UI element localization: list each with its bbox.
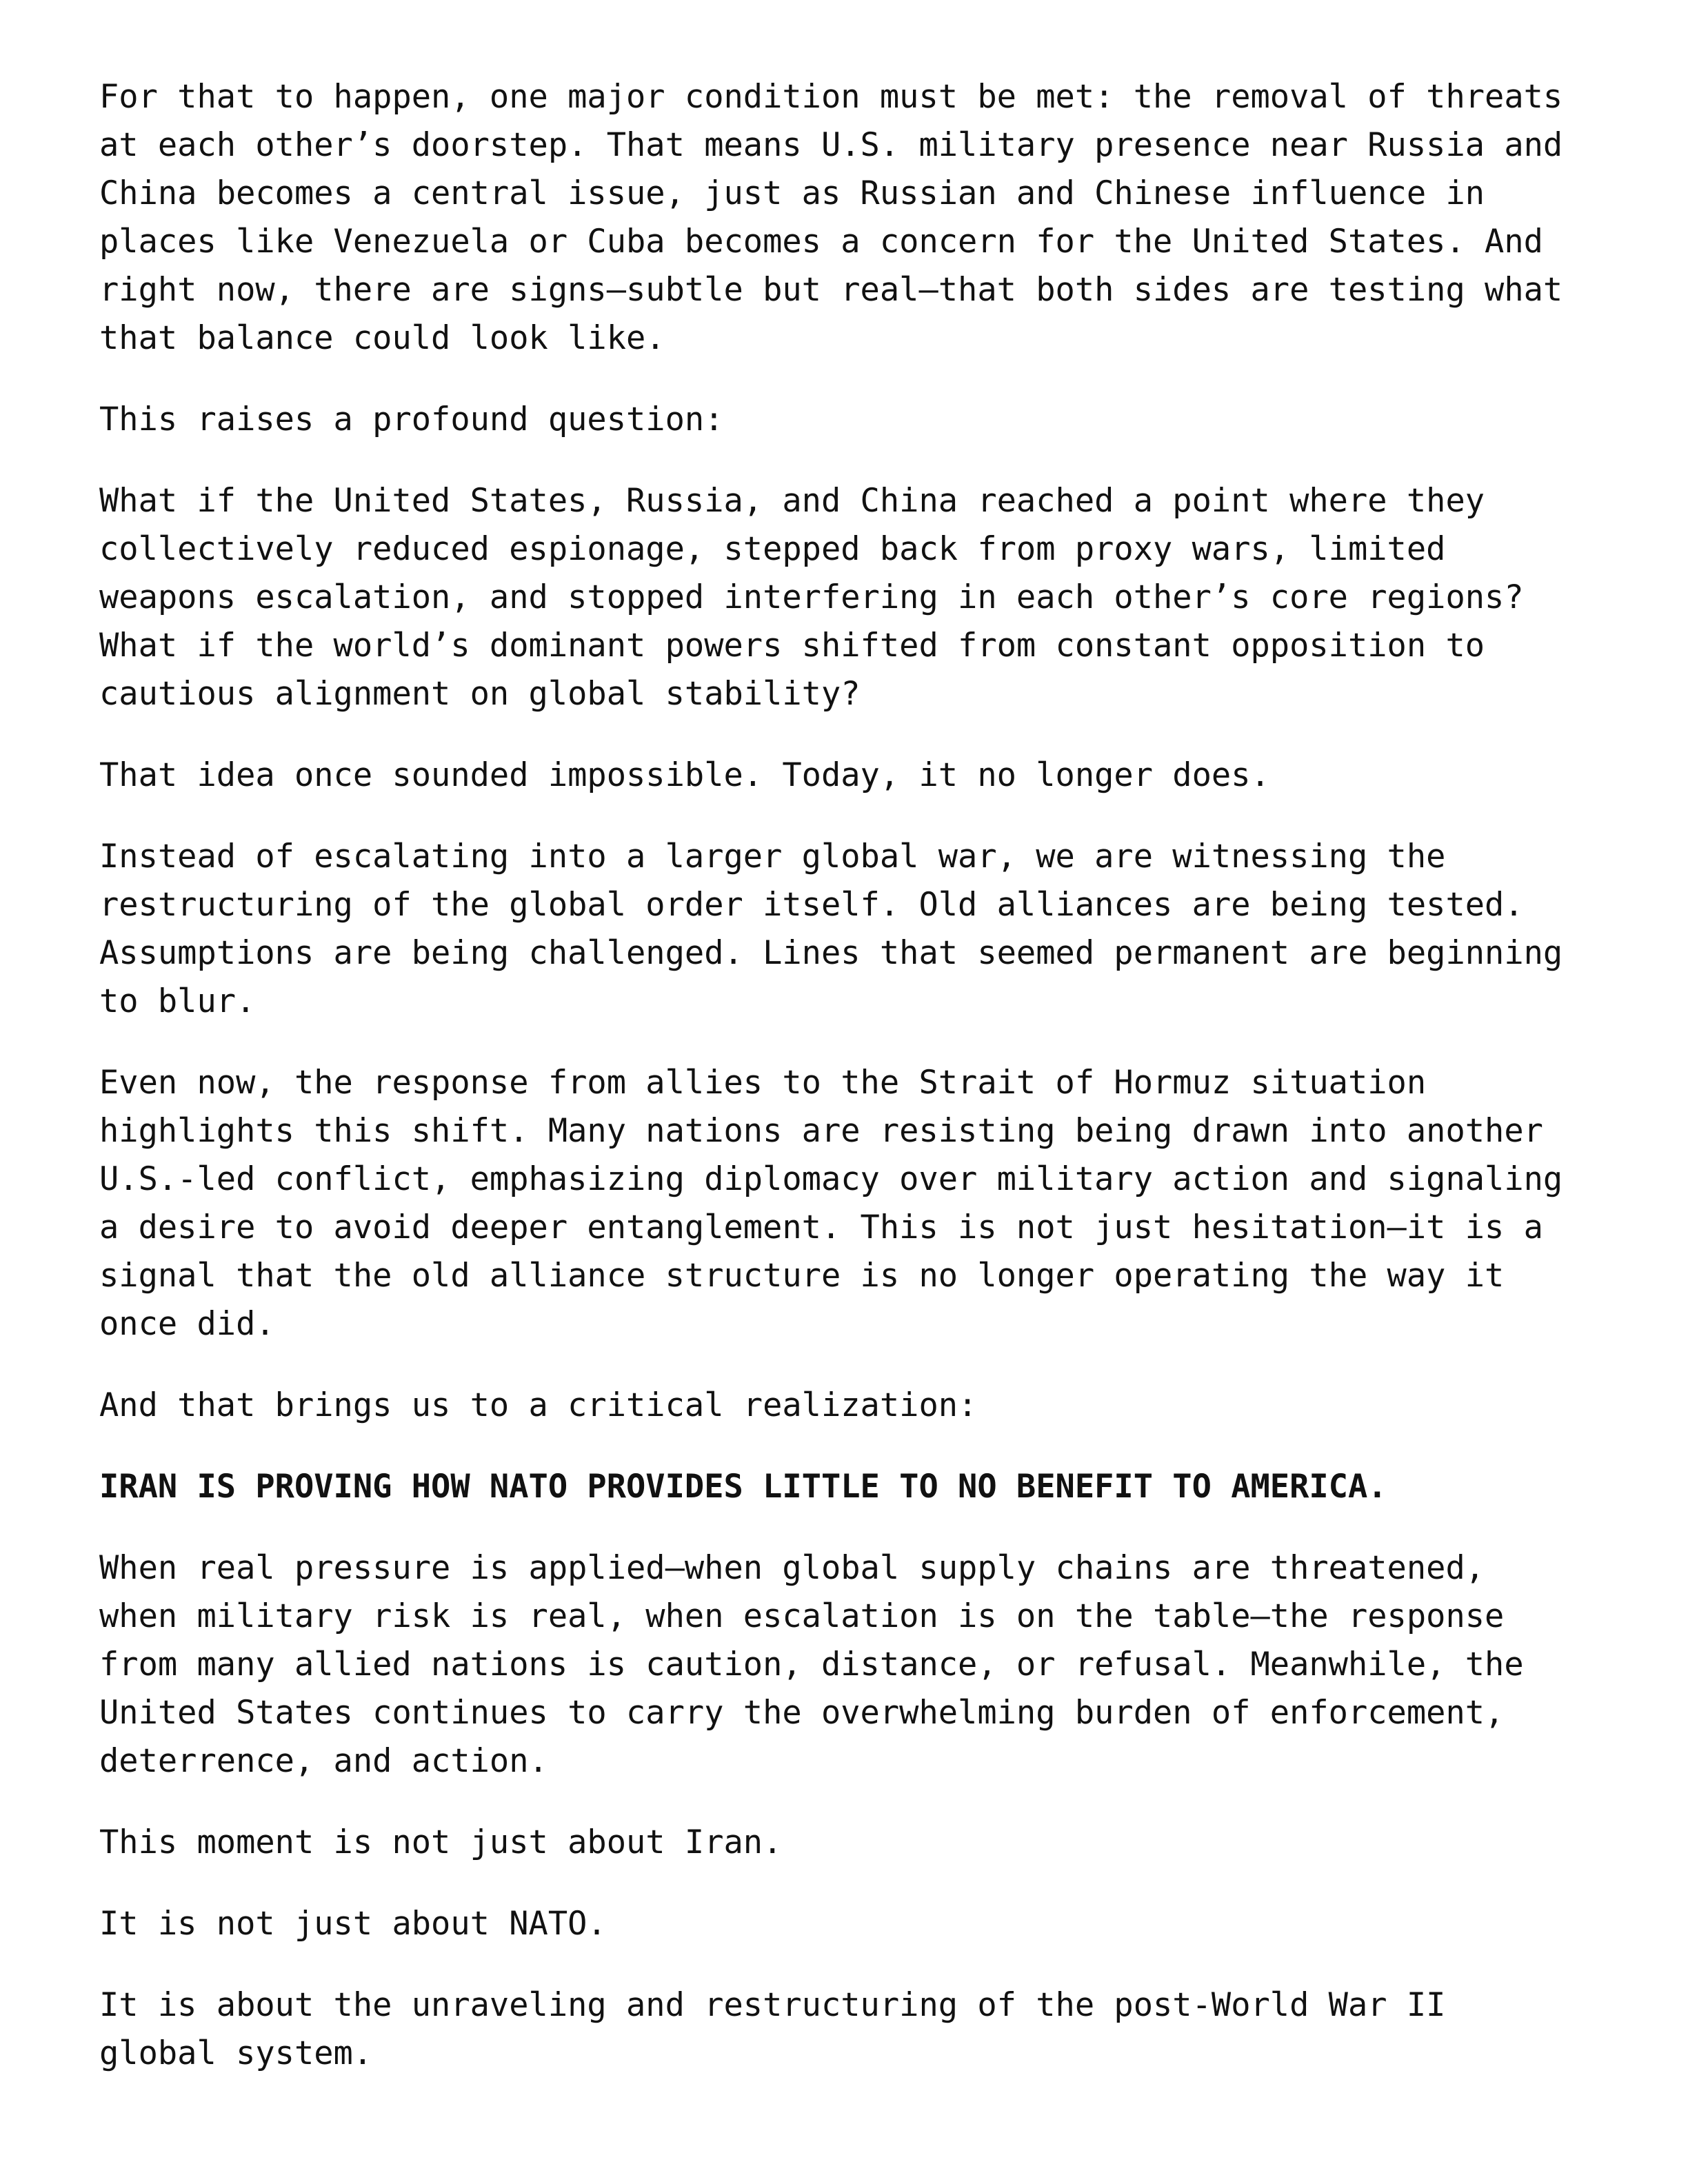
document-page (99, 73, 1589, 2111)
paragraph-critical-realization: And that brings us to a critical realization: (99, 1386, 978, 1424)
paragraph-not-about-nato: It is not just about NATO. (99, 1905, 607, 1943)
paragraph-doorstep-threats: For that to happen, one major condition must be met: the removal of threats at each other’s doorstep. That means U.S. military presence near Russia and China becomes a central issue, just as Russian and Chinese influence in places like Venezuela or Cuba becomes a concern for the United States. And right now, there are signs—subtle but real—that both sides are testing what that balance could look like. (99, 78, 1563, 357)
paragraph-strait-of-hormuz: Even now, the response from allies to the Strait of Hormuz situation highlights this shift. Many nations are resisting being drawn into another U.S.-led conflict, emphasizing diplomacy over military action and signaling a desire to avoid deeper entanglement. This is not just hesitation—it is a signal that the old alliance structure is no longer operating the way it once did. (99, 1064, 1563, 1343)
paragraph-profound-question: This raises a profound question: (99, 401, 724, 438)
paragraph-restructuring: Instead of escalating into a larger global war, we are witnessing the restructuring of the global order itself. Old alliances are being tested. Assumptions are being challenged. Lines that seemed permanent are beginning to blur. (99, 838, 1563, 1020)
paragraph-what-if: What if the United States, Russia, and China reached a point where they collectively reduced espionage, stepped back from proxy wars, limited weapons escalation, and stopped interfering in each other’s core regions? What if the world’s dominant powers shifted from constant opposition to cautious alignment on global stability? (99, 482, 1524, 713)
paragraph-not-about-iran: This moment is not just about Iran. (99, 1823, 783, 1861)
paragraph-impossible: That idea once sounded impossible. Today, it no longer does. (99, 756, 1270, 794)
paragraph-real-pressure: When real pressure is applied—when global supply chains are threatened, when military risk is real, when escalation is on the table—the response from many allied nations is caution, distance, or refusal. Meanwhile, the United States continues to carry the overwhelming burden of enforcement, deterrence, and action. (99, 1549, 1524, 1780)
paragraph-global-system: It is about the unraveling and restructuring of the post-World War II global system. (99, 1986, 1446, 2072)
paragraph-bold-heading: IRAN IS PROVING HOW NATO PROVIDES LITTLE TO NO BENEFIT TO AMERICA. (99, 1468, 1387, 1506)
